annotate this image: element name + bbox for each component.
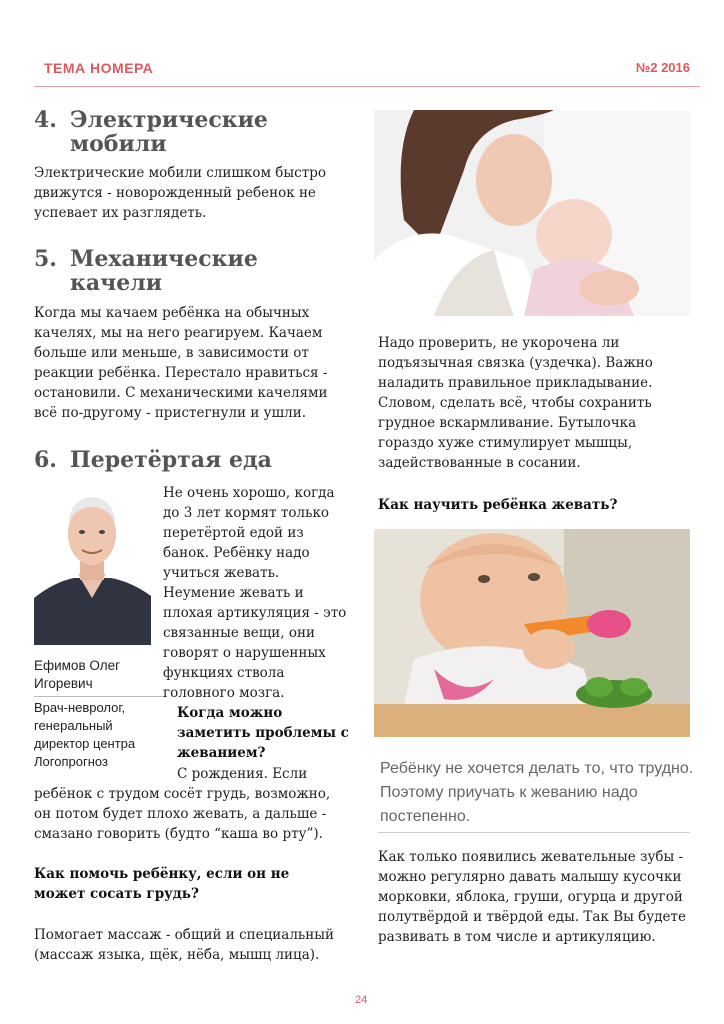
expert-name: Ефимов Олег Игоревич: [34, 658, 121, 691]
answer-2: Помогает массаж - общий и специальный (массаж языка, щёк, нёба, мышц лица).: [34, 927, 335, 963]
heading-section-4: 4. Электрические мобили: [34, 107, 268, 157]
right-text-1: Надо проверить, не укорочена ли подъязычная связка (уздечка). Важно наладить правильное прикладывание. Словом, сделать всё, чтобы сохранить грудное вскармливание. Бутылочка гораздо хуже стимулирует мышцы, задействованные в сосании.: [378, 335, 653, 471]
section-label: ТЕМА НОМЕРА: [44, 60, 154, 76]
question-breastfeeding-help: Как помочь ребёнку, если он не может сосать грудь?: [34, 866, 290, 902]
issue-number: №2 2016: [635, 60, 690, 75]
pull-quote: Ребёнку не хочется делать то, что трудно. Поэтому приучать к жеванию надо постепенно.: [380, 760, 694, 825]
section-5-text: Когда мы качаем ребёнка на обычных качелях, мы на него реагируем. Качаем больше или меньше, в зависимости от реакции ребёнка. Перестало нравиться - остановили. С механическими качелями всё по-другому - пристегнули и ушли.: [34, 305, 328, 421]
section-6-intro: Не очень хорошо, когда до 3 лет кормят только перетёртой едой из банок. Ребёнку надо учиться жевать. Неумение жевать и плохая артикуляция - это связанные вещи, они говорят о нарушенных функциях ствола головного мозга.: [163, 485, 347, 701]
expert-position: Врач-невролог, генеральный директор центра Логопрогноз: [34, 700, 136, 769]
section-4-text: Электрические мобили слишком быстро движутся - новорожденный ребенок не успевает их разглядеть.: [34, 165, 326, 221]
heading-section-6: 6. Перетёртая еда: [34, 447, 272, 473]
answer-1-rest: ребёнок с трудом сосёт грудь, возможно, он потом будет плохо жевать, а дальше - смазано говорить (будто “каша во рту”).: [34, 786, 331, 842]
expert-photo: [34, 486, 151, 645]
baby-eating-photo: [374, 529, 690, 737]
caption-divider: [34, 696, 164, 697]
question-teach-chewing: Как научить ребёнка жевать?: [378, 497, 618, 513]
answer-1-start: С рождения. Если: [177, 766, 308, 782]
quote-divider: [378, 832, 690, 833]
question-chewing-problems: Когда можно заметить проблемы с жеванием?: [177, 705, 349, 761]
header-divider: [34, 86, 700, 87]
heading-section-5: 5. Механические качели: [34, 246, 258, 296]
page-number: 24: [355, 994, 368, 1006]
mother-baby-photo: [374, 110, 690, 316]
right-text-2: Как только появились жевательные зубы - можно регулярно давать малышу кусочки морковки, яблока, груши, огурца и другой полутвёрдой и твёрдой еды. Так Вы будете развивать в том числе и артикуляцию.: [378, 849, 686, 945]
